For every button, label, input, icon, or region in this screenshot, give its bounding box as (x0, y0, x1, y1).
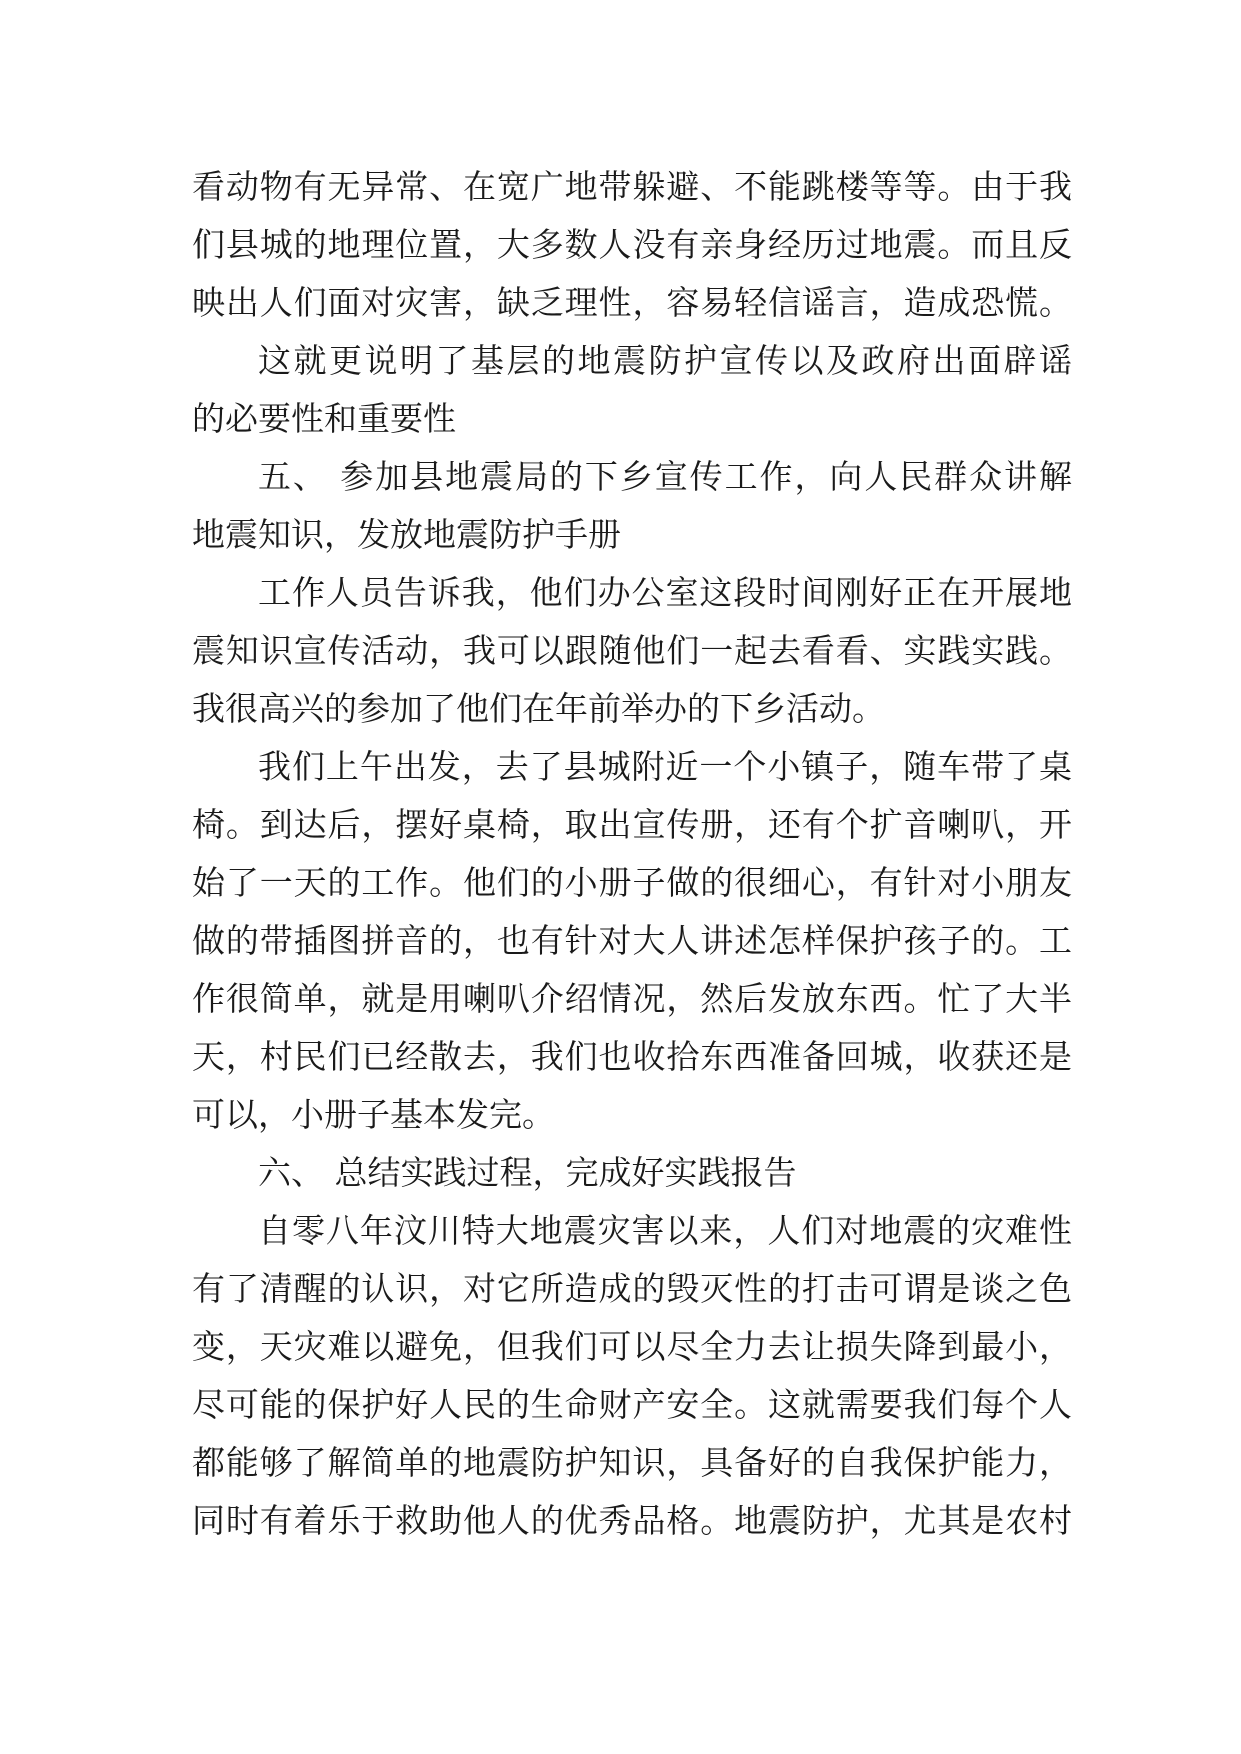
text-line: 震知识宣传活动，我可以跟随他们一起去看看、实践实践。 (192, 631, 1072, 670)
text-line: 工作人员告诉我，他们办公室这段时间刚好正在开展地 (258, 573, 1072, 612)
text-line: 作很简单，就是用喇叭介绍情况，然后发放东西。忙了大半 (192, 979, 1072, 1018)
text-line: 天，村民们已经散去，我们也收拾东西准备回城，收获还是 (192, 1037, 1072, 1076)
body-text (192, 158, 1072, 1550)
text-line: 同时有着乐于救助他人的优秀品格。地震防护，尤其是农村 (192, 1501, 1072, 1540)
text-line: 我们上午出发，去了县城附近一个小镇子，随车带了桌 (258, 747, 1072, 786)
text-line: 椅。到达后，摆好桌椅，取出宣传册，还有个扩音喇叭，开 (192, 805, 1072, 844)
text-line: 六、 总结实践过程，完成好实践报告 (258, 1153, 797, 1192)
text-line: 看动物有无异常、在宽广地带躲避、不能跳楼等等。由于我 (192, 167, 1072, 206)
text-line: 映出人们面对灾害，缺乏理性，容易轻信谣言，造成恐慌。 (192, 283, 1072, 322)
text-line: 做的带插图拼音的，也有针对大人讲述怎样保护孩子的。工 (192, 921, 1072, 960)
text-line: 可以，小册子基本发完。 (192, 1095, 555, 1134)
text-line: 们县城的地理位置，大多数人没有亲身经历过地震。而且反 (192, 225, 1072, 264)
text-line: 自零八年汶川特大地震灾害以来，人们对地震的灾难性 (258, 1211, 1072, 1250)
text-line: 地震知识，发放地震防护手册 (192, 515, 621, 554)
text-line: 有了清醒的认识，对它所造成的毁灭性的打击可谓是谈之色 (192, 1269, 1072, 1308)
text-line: 都能够了解简单的地震防护知识，具备好的自我保护能力， (192, 1443, 1072, 1482)
text-line: 尽可能的保护好人民的生命财产安全。这就需要我们每个人 (192, 1385, 1072, 1424)
text-line: 五、 参加县地震局的下乡宣传工作，向人民群众讲解 (258, 457, 1072, 496)
text-line: 的必要性和重要性 (192, 399, 456, 438)
text-line: 变，天灾难以避免，但我们可以尽全力去让损失降到最小， (192, 1327, 1072, 1366)
text-line: 我很高兴的参加了他们在年前举办的下乡活动。 (192, 689, 885, 728)
text-line: 始了一天的工作。他们的小册子做的很细心，有针对小朋友 (192, 863, 1072, 902)
text-line: 这就更说明了基层的地震防护宣传以及政府出面辟谣 (258, 341, 1072, 380)
